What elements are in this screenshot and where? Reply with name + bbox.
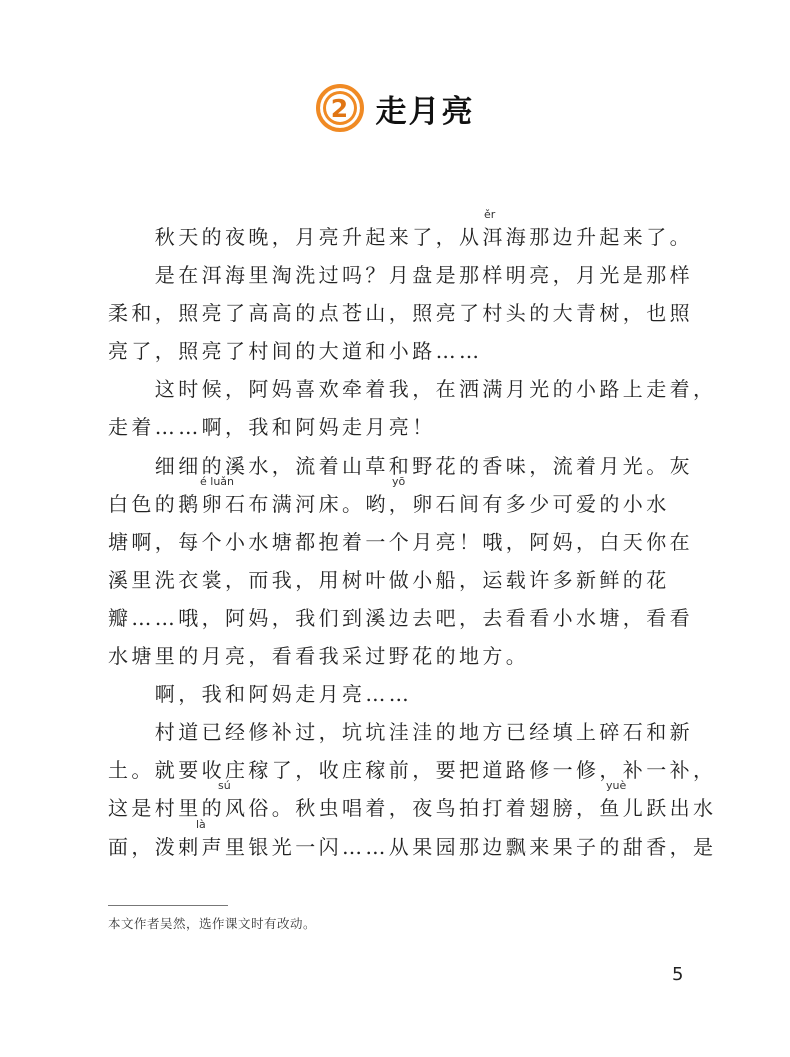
pinyin-e-luan: é luǎn: [200, 474, 235, 488]
page-number: 5: [672, 964, 684, 985]
lesson-heading: [0, 76, 790, 140]
pinyin-la: là: [196, 817, 206, 831]
text-line-3: 柔和，照亮了高高的点苍山，照亮了村头的大青树，也照: [108, 301, 693, 326]
text-line-13: 啊，我和阿妈走月亮……: [108, 682, 413, 707]
text-line-15: 土。就要收庄稼了，收庄稼前，要把道路修一修，补一补，: [108, 758, 717, 783]
text-line-14: 村道已经修补过，坑坑洼洼的地方已经填上碎石和新: [108, 720, 693, 745]
text-line-2: 是在洱海里淘洗过吗？月盘是那样明亮，月光是那样: [108, 263, 693, 288]
text-line-17: 面，泼剌声里银光一闪……从果园那边飘来果子的甜香，是 là: [108, 817, 717, 859]
text-line-1: 秋天的夜晚，月亮升起来了，从洱海那边升起来了。 ěr: [108, 208, 693, 249]
text-line-6: 走着……啊，我和阿妈走月亮！: [108, 415, 436, 440]
footnote: 本文作者吴然，选作课文时有改动。: [108, 916, 317, 931]
text-line-8: 白色的鹅卵石布满河床。哟，卵石间有多少可爱的小水 é luǎn yō: [108, 474, 670, 516]
text-line-4: 亮了，照亮了村间的大道和小路……: [108, 339, 483, 364]
lesson-title: 走月亮: [375, 93, 475, 130]
text-line-12: 水塘里的月亮，看看我采过野花的地方。: [108, 644, 530, 669]
text-line-7: 细细的溪水，流着山草和野花的香味，流着月光。灰: [108, 453, 693, 478]
lesson-number-badge: 2: [316, 84, 364, 132]
pinyin-yo: yō: [392, 474, 406, 488]
pinyin-su: sú: [218, 779, 231, 793]
text-line-11: 瓣……哦，阿妈，我们到溪边去吧，去看看小水塘，看看: [108, 605, 693, 630]
pinyin-er: ěr: [484, 208, 496, 221]
text-line-10: 溪里洗衣裳，而我，用树叶做小船，运载许多新鲜的花: [108, 567, 670, 592]
footnote-divider: [108, 905, 228, 906]
text-line-5: 这时候，阿妈喜欢牵着我，在洒满月光的小路上走着，: [108, 377, 717, 402]
pinyin-yue: yuè: [606, 779, 627, 793]
text-line-9: 塘啊，每个小水塘都抱着一个月亮！哦，阿妈，白天你在: [108, 529, 693, 554]
text-line-16: 这是村里的风俗。秋虫唱着，夜鸟拍打着翅膀，鱼儿跃出水 sú yuè: [108, 779, 717, 821]
lesson-body: [108, 208, 717, 866]
